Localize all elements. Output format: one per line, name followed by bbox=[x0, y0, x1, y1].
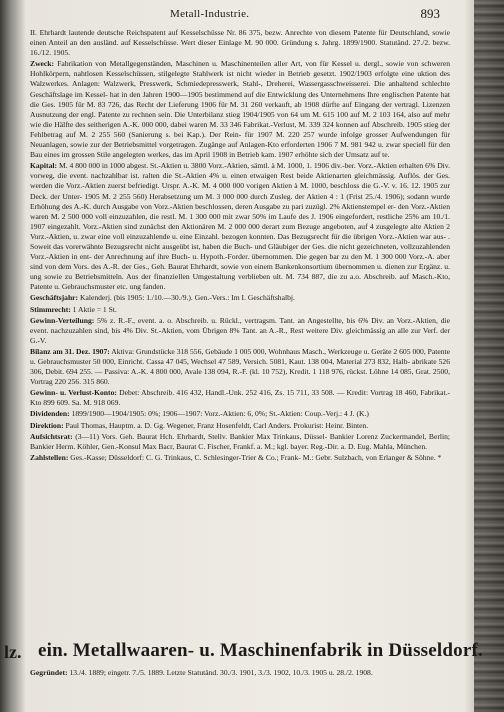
paragraph-label: Geschäftsjahr: bbox=[30, 293, 79, 303]
report-paragraph bbox=[30, 421, 450, 431]
report-paragraph bbox=[30, 432, 450, 452]
report-paragraph bbox=[30, 453, 450, 463]
paragraph-text: 1 Aktie = 1 St. bbox=[70, 304, 117, 314]
paragraph-label: Bilanz am 31. Dez. 1907: bbox=[30, 346, 110, 356]
paragraph-text: 13./4. 1889; eingetr. 7./5. 1889. Letzte Statutänd. 30./3. 1901, 3./3. 1902, 10./3. 1905 u. 28./2. 1908. bbox=[67, 668, 373, 677]
paragraph-text: Ges.-Kasse; Düsseldorf: C. G. Trinkaus, C. Schlesinger-Trier & Co.; Frank- M.: Gebr. Sulzbach, von Erlanger & Söhne. * bbox=[68, 452, 442, 462]
paragraph-label: Gewinn-Verteilung: bbox=[30, 315, 95, 325]
company-report-body bbox=[30, 28, 450, 463]
paragraph-label: Aufsichtsrat: bbox=[30, 431, 73, 441]
paragraph-label: Gegründet: bbox=[30, 668, 68, 677]
paragraph-label: Zahlstellen: bbox=[30, 452, 69, 462]
report-paragraph bbox=[30, 305, 450, 315]
report-paragraph bbox=[30, 347, 450, 387]
paragraph-label: Dividenden: bbox=[30, 409, 70, 419]
paragraph-text: Debet: Abschreib. 416 432, Handl.-Unk. 252 416, Zs. 15 711, 33 508. — Kredit: Vortrag 18 460, Fabrikat.-Kto 899 609. Sa. M. 918 069. bbox=[30, 388, 450, 408]
company-heading: ein. Metallwaaren- u. Maschinenfabrik in Düsseldorf. bbox=[38, 640, 483, 661]
report-paragraph bbox=[30, 59, 450, 160]
paragraph-label: Gewinn- u. Verlust-Konto: bbox=[30, 388, 117, 398]
page-header bbox=[40, 8, 440, 24]
paragraph-text: Aktiva: Grundstücke 318 556, Gebäude 1 005 000, Wohnhaus Masch., Werkzeuge u. Geräte 2 605 000, Patente u. Gebrauchsmuster 50 000, Einricht. Cassa 47 045, Wechsel 47 589, Versich. 5081, Kaut. 138 004, Material 273 832, Halb- abrikate 526 306, Debit. 694 255. — Passiva: A.-K. 4 800 000, Avale 138 094, R.-F. (kl. 10 752), Kredit. 1 118 976, rückst. Löhne 14 085, Grat. 2500, Vortrag 220 256. 315 860. bbox=[30, 346, 450, 387]
next-company-section bbox=[4, 640, 483, 666]
paragraph-label: Kapital: bbox=[30, 161, 58, 171]
paragraph-text: 1899/1900—1904/1905: 0%; 1906—1907: Vorz.-Aktien: 6, 0%; St.-Aktien: Coup.-Verj.: 4 J. (K.) bbox=[69, 409, 369, 419]
report-paragraph bbox=[30, 293, 450, 303]
report-paragraph bbox=[30, 161, 450, 292]
report-paragraph bbox=[30, 409, 450, 419]
report-paragraph bbox=[30, 28, 450, 58]
book-gutter-edge bbox=[474, 0, 504, 712]
report-paragraph bbox=[30, 316, 450, 346]
paragraph-text: II. Ehrhardt lautende deutsche Reichspatent auf Kesselschüsse Nr. 86 375, bezw. Anrechte von diesem Patente für Deutschland, sowie einen Anteil an den ausländ. auf Kesselschüsse. Wert dieser Einlage M. 90 000. Gründung s. Jahrg. 1899/1900. Statutänd. 27./2. bezw. 16./12. 1905. bbox=[30, 28, 450, 58]
founding-paragraph bbox=[30, 668, 450, 678]
page-number: 893 bbox=[420, 6, 440, 21]
paragraph-text: M. 4 800 000 in 1000 abgest. St.-Aktien u. 3800 Vorz.-Aktien, sämtl. à M. 1000, 1. 1906 div.-ber. Vorz.-Aktien erhalten 6% Div. vorweg, die event. nachzahlbar ist. ralten die St.-Aktien 4% u. einen etwaigen Rest beide Aktienarten gleichmässig. Auflös. der Ges. werden die Vorz.-Aktien zuerst befriedigt. Urspr. A.-K. M. 4 000 000 vorigen Aktien à M. 1000, beschloss die G.-V. v. 16. 12. 1905 zur Deck. der Unter- 1905 M. 2 255 560) Herabsetzung um M. 3 000 000 durch Zusleg. der Aktien 4 : 1 (Frist 25./4. 1906); sodann wurde Erhöhung des A.-K. durch Ausgabe von Vorz.-Aktien beschlossen, deren Ausgabe zu pari zuzügl. 2% Aktienstempel er- den Vorz.-Aktien waren M. 2 500 000 voll einzuzahlen, die restl. M. 1 300 000 mit zwar 50% im Laufe des J. 1906 eingefordert, restliche 25% am 10./1. 1907 eingezahlt. Vorz.-Aktien sind zunächst den Aktionären M. 2 000 000 derart zum Bezuge angeboten, auf 4 zusgelegte alte Aktien 2 Vorz.-Aktien, u. zwar eine voll einzuzahlende u. eine Einzahl. bezogen konnten. Das Bezugsrecht für die übrigen Vorz.-Aktien war aus- . Soweit das vorerwähnte Bezugsrecht nicht ausgeübt ist, haben die Buch- und Gläubiger der Ges. die nicht gezeichneten, vollzuzahlenden Vorz.-Aktien in ent- der Anrechnung auf ihre Buch- u. Hypoth.-Forder. übernommen. Die gegen bar zu den M. 1 300 000 Vorz.-A. aber sind von dem Vors. des A.-R. der Ges., Geh. Baurat Ehrhardt, sowie von einem Bankenkonsortium übernommen u. dienen zur Ergänz. u. ung sowie zu Betriebsmitteln. Aus der finanziellen Umgestaltung verblieben ult. M. 734 887, die zu a.o. Abschreib. auf Masch.-Kto, Patente u. Gebrauchsmuster etc. ung fanden. bbox=[30, 161, 450, 292]
paragraph-label: Stimmrecht: bbox=[30, 304, 71, 314]
running-title: Metall-Industrie. bbox=[170, 8, 250, 20]
report-paragraph bbox=[30, 388, 450, 408]
paragraph-text: 5% z. R.-F., event. a. o. Abschreib. u. Rückl., vertragsm. Tant. an Angestellte, bis 6% Div. an Vorz.-Aktien, die event. nachzuzahlen sind, bis 4% Div. St.-Aktien, vom Übrigen 8% Tant. an A.-R., Rest weitere Div. gleichmässig an alle zur Verf. der G.-V. bbox=[30, 315, 450, 345]
paragraph-text: (3—11) Vors. Geh. Baurat Hch. Ehrhardt, Stellv. Bankier Max Trinkaus, Düssel- Bankier Lorenz Zuckermandel, Berlin; Bankier Herm. Köhler, Gen.-Konsul Max Bacr, Baurat C. Fischer, Frankf. a. M.; kgl. bayer. Reg.-Dir. a. D. Eug. Mahla, München. bbox=[30, 431, 450, 451]
margin-mark: lz. bbox=[4, 642, 22, 662]
paragraph-label: Zweck: bbox=[30, 59, 55, 69]
paragraph-text: Paul Thomas, Hauptm. a. D. Gg. Wegener, Franz Hosenfeldt, Carl Anders. Prokurist: Heinr. Binten. bbox=[63, 420, 369, 430]
paragraph-text: Kalenderj. (bis 1905: 1./10.—30./9.). Gen.-Vers.: Im I. Geschäftshalbj. bbox=[78, 293, 295, 303]
paragraph-text: Fabrikation von Metallgegenständen, Maschinen u. Maschinenteilen aller Art, von für Kessel u. dergl., sowie von schweren Hohlkörpern, nahtlosen Kesselschüssen, stilgelegte Stahlwerk ist nicht wieder in Betrieb gesetzt. 1902/1903 erfolgte eine uktion des Walzwerkes. Anlagen: Walzwerk, Presswerk, Schmiedepresswerk, Stahl-, Dreherei, Wassergasschweisserei. Die anhaltend schlechte Geschäftslage im Kessel- hat in den Jahren 1900—1905 bestimmend auf die Entwicklung des Unternehmens Ihre englischen Patente hat die Ges. 1905 für M. 83 726, das Recht der Lieferung 1906 für M. 31 260 verkauft, ab 1908 dürfte auf Eingang der vertragl. Lizenzen Ausnutzung der engl. Patente zu rechnen sein. Die Unterbilanz stieg 1904/1905 von 64 um M. 615 100 auf M. 2 103 164, also auf mehr wie die Hälfte des seitherigen A.-K. 000 000, dabei waren M. 33 346 Fabrikat.-Verlust, M. 339 324 konnen auf Abschreib. 1905 stieg der Fehlbetrag auf M. 2 255 560 (Sanierung s. bei Kap.). Der Rein- für 1907 M. 220 257 wurde infolge grosser Aufwendungen für Neuanlagen, sowie zur der Betriebsmittel vorgetragen. Zugänge auf Anlagen-Kto erforderten 1906 7 M. 981 942 u. zwar speciell für den Bau eines im grossen Stile angelegten werkes, das im April 1908 in Betrieb kam. 1907 erhöhte sich der Umsatz auf te. bbox=[30, 59, 450, 160]
paragraph-label: Direktion: bbox=[30, 420, 64, 430]
